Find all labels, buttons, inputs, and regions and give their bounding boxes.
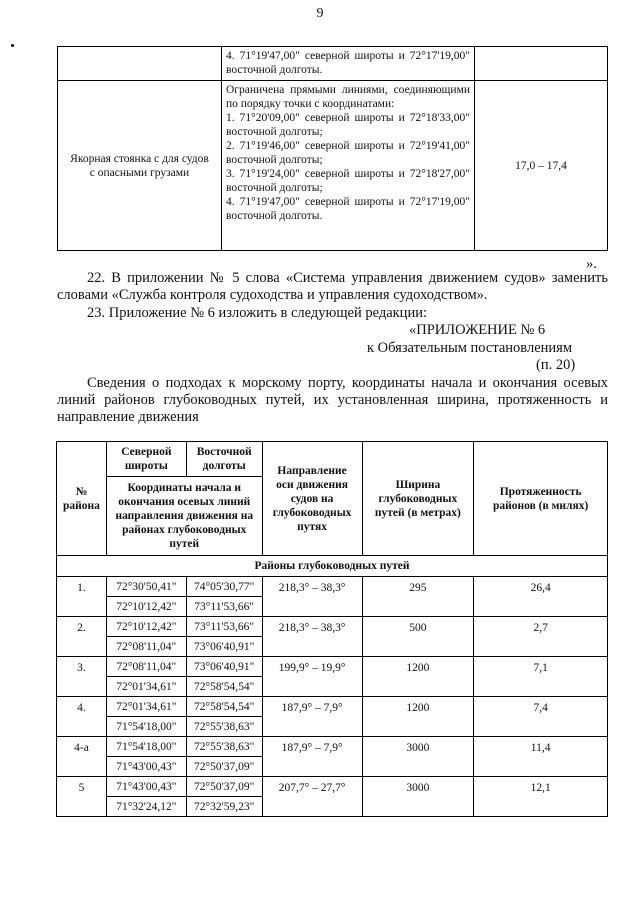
header-direction: Направление оси движения судов на глубоководных путях: [262, 442, 362, 556]
width: 3000: [362, 777, 474, 817]
north-latitude-start: 71°54'18,00": [106, 737, 186, 757]
appendix-ref: (п. 20): [536, 357, 576, 373]
anchorage-boundary: [222, 81, 475, 251]
east-longitude-start: 72°58'54,54": [186, 697, 262, 717]
width: 1200: [362, 697, 474, 737]
east-longitude-end: 72°58'54,54": [186, 677, 262, 697]
coordinate-item: 4. 71°19'47,00" северной широты и 72°17'19,00" восточной долготы.: [226, 50, 470, 76]
anchorage-depth: 17,0 – 17,4: [475, 81, 608, 251]
coordinate-item: 1. 71°20'09,00" северной широты и 72°18'33,00" восточной долготы;: [226, 112, 470, 138]
table-row: [57, 737, 608, 757]
table-row: [57, 657, 608, 677]
section-row: [57, 556, 608, 577]
table-row: [57, 617, 608, 637]
direction: 218,3° – 38,3°: [262, 577, 362, 617]
table-row: [57, 697, 608, 717]
district-number: 1.: [57, 577, 107, 617]
table-row: [57, 777, 608, 797]
length: 2,7: [474, 617, 608, 657]
north-latitude-end: 72°10'12,42": [106, 597, 186, 617]
header-width: Ширина глубоководных путей (в метрах): [362, 442, 474, 556]
length: 7,4: [474, 697, 608, 737]
north-latitude-start: 72°10'12,42": [106, 617, 186, 637]
north-latitude-start: 72°30'50,41": [106, 577, 186, 597]
length: 26,4: [474, 577, 608, 617]
length: 7,1: [474, 657, 608, 697]
north-latitude-start: 72°01'34,61": [106, 697, 186, 717]
direction: 187,9° – 7,9°: [262, 737, 362, 777]
coordinate-item: 4. 71°19'47,00" северной широты и 72°17'19,00" восточной долготы.: [226, 196, 470, 222]
page-number: 9: [316, 6, 324, 21]
direction: 199,9° – 19,9°: [262, 657, 362, 697]
north-latitude-end: 71°43'00,43": [106, 757, 186, 777]
length: 12,1: [474, 777, 608, 817]
east-longitude-start: 74°05'30,77": [186, 577, 262, 597]
district-number: 3.: [57, 657, 107, 697]
north-latitude-end: 72°01'34,61": [106, 677, 186, 697]
table-row: [57, 577, 608, 597]
length: 11,4: [474, 737, 608, 777]
north-latitude-end: 71°54'18,00": [106, 717, 186, 737]
direction: 218,3° – 38,3°: [262, 617, 362, 657]
district-number: 4-а: [57, 737, 107, 777]
east-longitude-start: 72°50'37,09": [186, 777, 262, 797]
width: 295: [362, 577, 474, 617]
table-row: [58, 47, 608, 81]
table-cell: [222, 47, 475, 81]
section-title: Районы глубоководных путей: [57, 556, 608, 577]
appendix-title: «ПРИЛОЖЕНИЕ № 6: [409, 322, 546, 338]
east-longitude-start: 73°11'53,66": [186, 617, 262, 637]
margin-dot: [11, 44, 14, 47]
appendix-subtitle: к Обязательным постановлениям: [367, 340, 572, 356]
paragraph-23: 23. Приложение № 6 изложить в следующей редакции:: [87, 305, 427, 321]
boundary-intro: Ограничена прямыми линиями, соединяющими по порядку точки с координатами:: [226, 84, 470, 110]
width: 3000: [362, 737, 474, 777]
width: 500: [362, 617, 474, 657]
east-longitude-end: 73°06'40,91": [186, 637, 262, 657]
header-district-number: № района: [57, 442, 107, 556]
header-north-latitude: Северной широты: [106, 442, 186, 477]
north-latitude-start: 72°08'11,04": [106, 657, 186, 677]
header-east-longitude: Восточной долготы: [186, 442, 262, 477]
east-longitude-end: 73°11'53,66": [186, 597, 262, 617]
coordinate-item: 3. 71°19'24,00" северной широты и 72°18'27,00" восточной долготы;: [226, 168, 470, 194]
width: 1200: [362, 657, 474, 697]
deepwater-routes-table: [56, 441, 608, 817]
district-number: 5: [57, 777, 107, 817]
header-length: Протяженность районов (в милях): [474, 442, 608, 556]
north-latitude-end: 72°08'11,04": [106, 637, 186, 657]
closing-quote: ».: [586, 256, 597, 272]
district-number: 4.: [57, 697, 107, 737]
header-coordinates: Координаты начала и окончания осевых линий направления движения на районах глубоководных путей: [106, 477, 262, 556]
table-cell: [475, 47, 608, 81]
anchorage-name: Якорная стоянка с для судов с опасными грузами: [58, 81, 222, 251]
north-latitude-end: 71°32'24,12": [106, 797, 186, 817]
table-row: [58, 81, 608, 251]
north-latitude-start: 71°43'00,43": [106, 777, 186, 797]
anchorage-table: [57, 46, 608, 251]
paragraph-22: 22. В приложении № 5 слова «Система управления движением судов» заменить словами «Служба контроля судоходства и управления судоходством».: [57, 270, 608, 303]
intro-paragraph: Сведения о подходах к морскому порту, координаты начала и окончания осевых линий районов глубоководных путей, их установленная ширина, протяженность и направление движения: [57, 375, 608, 425]
direction: 187,9° – 7,9°: [262, 697, 362, 737]
table-cell: [58, 47, 222, 81]
east-longitude-end: 72°50'37,09": [186, 757, 262, 777]
direction: 207,7° – 27,7°: [262, 777, 362, 817]
header-row: [57, 442, 608, 477]
east-longitude-start: 72°55'38,63": [186, 737, 262, 757]
east-longitude-end: 72°55'38,63": [186, 717, 262, 737]
east-longitude-start: 73°06'40,91": [186, 657, 262, 677]
district-number: 2.: [57, 617, 107, 657]
east-longitude-end: 72°32'59,23": [186, 797, 262, 817]
coordinate-item: 2. 71°19'46,00" северной широты и 72°19'41,00" восточной долготы;: [226, 140, 470, 166]
